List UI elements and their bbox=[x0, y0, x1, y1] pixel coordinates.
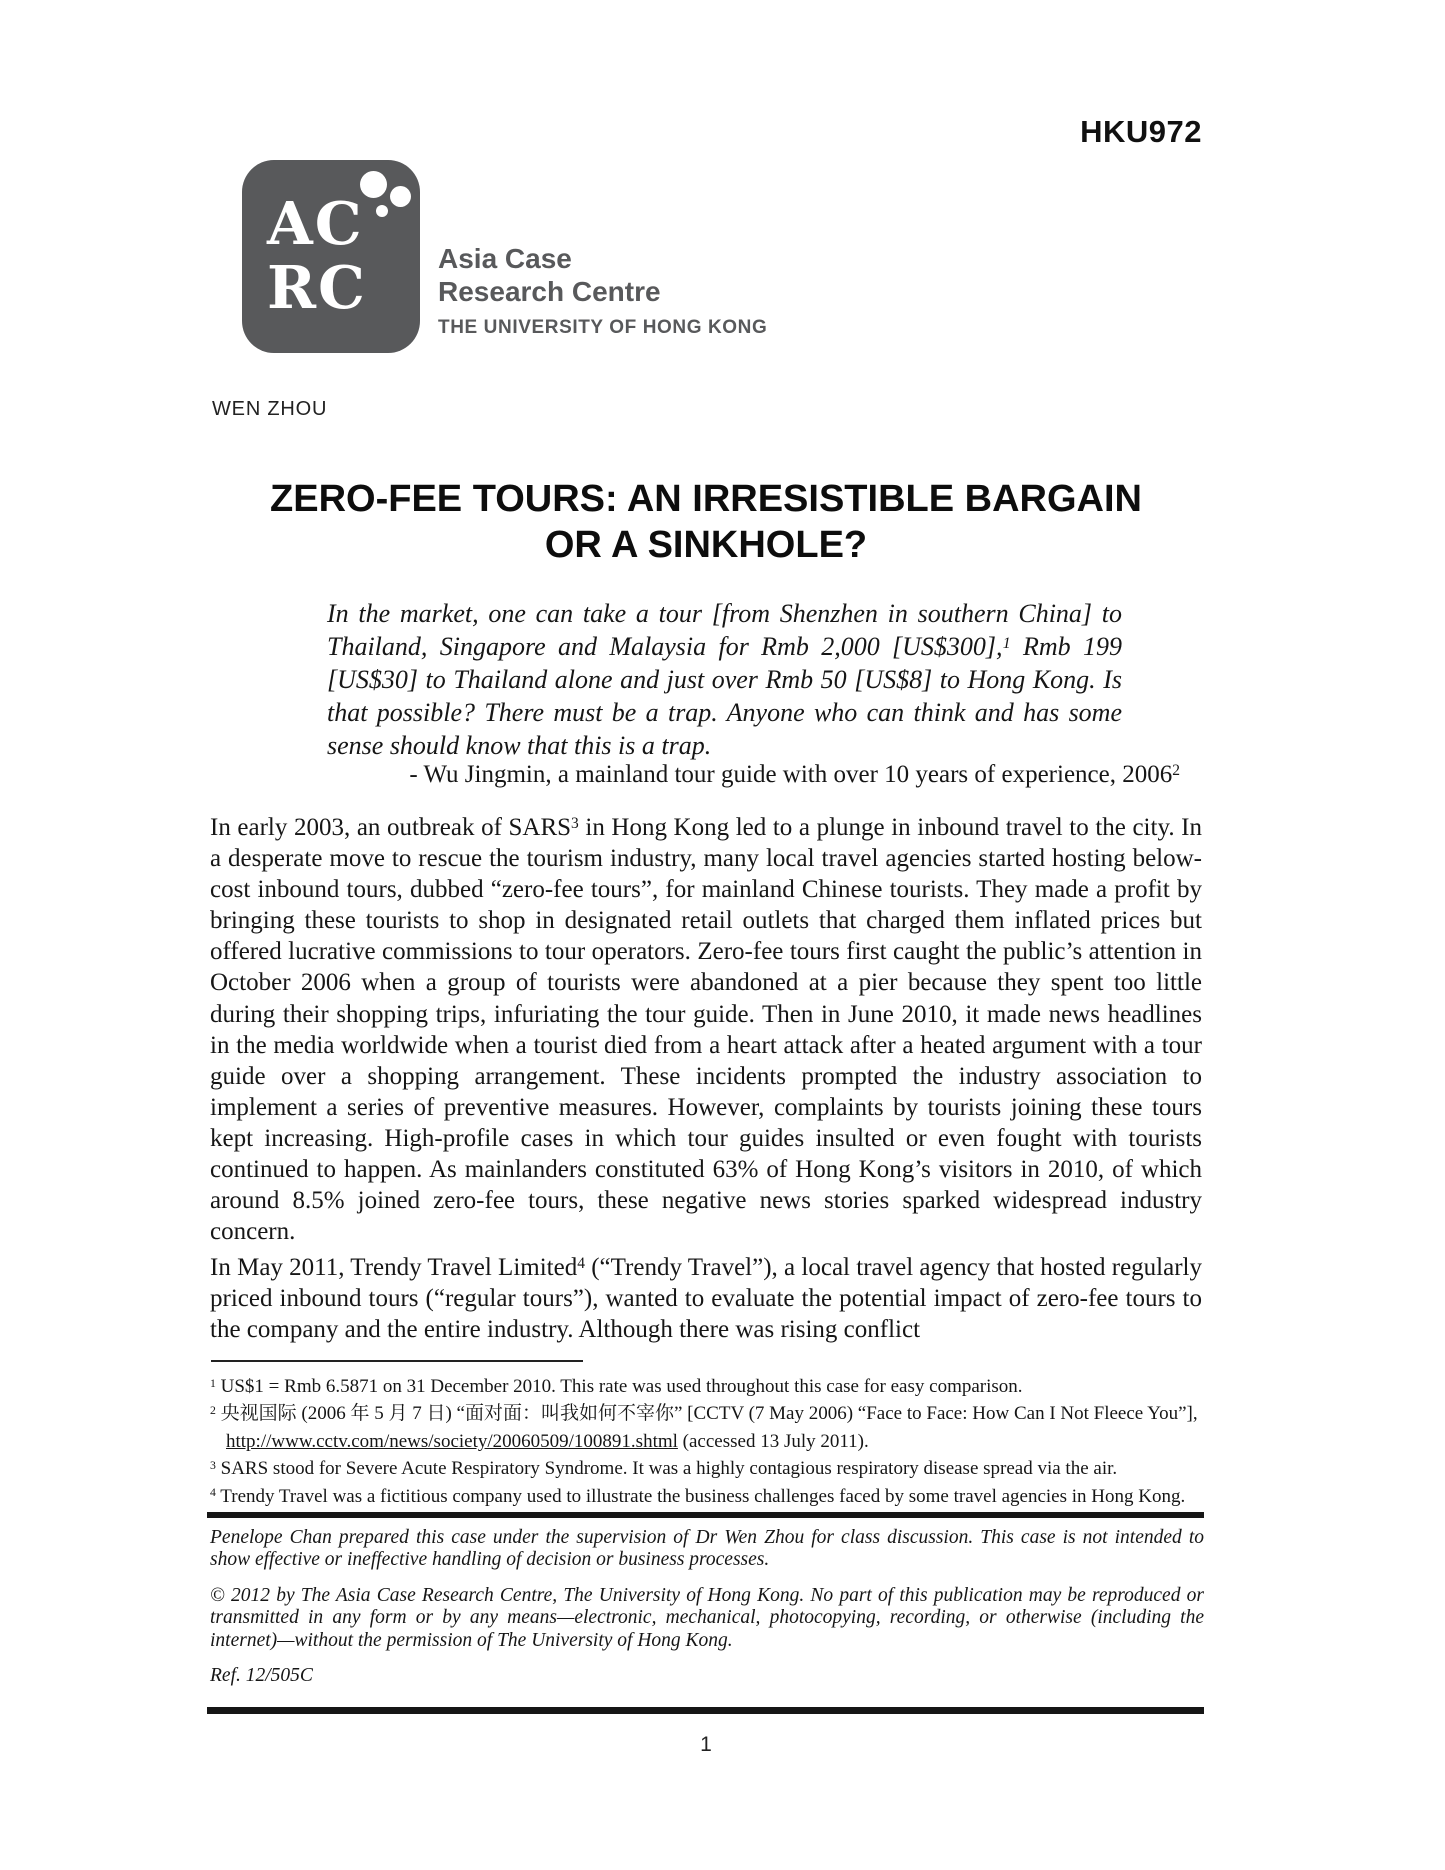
footnote-3-text: SARS stood for Severe Acute Respiratory Syndrome. It was a highly contagious respiratory disease spread via the air. bbox=[215, 1458, 1118, 1480]
superscript-ref: 3 bbox=[571, 815, 579, 833]
footnote-2-marker: 2 bbox=[210, 1404, 216, 1418]
footnote-1-marker: 1 bbox=[210, 1376, 216, 1390]
superscript-ref: 4 bbox=[577, 1255, 585, 1273]
footer-block bbox=[210, 1527, 1204, 1687]
superscript-ref: 2 bbox=[1172, 762, 1180, 780]
footnote-4-marker: 4 bbox=[210, 1486, 216, 1500]
footnote-2-text: 央视国际 (2006 年 5 月 7 日) “面对面：叫我如何不宰你” [CCTV (7 May 2006) “Face to Face: How Can I Not Fleece You”], http://www.cctv.com/news/society/20060509/100891.shtml (accessed 13 July 2011). bbox=[215, 1403, 1198, 1452]
logo-dot-large-icon bbox=[360, 171, 387, 198]
superscript-ref: 1 bbox=[1002, 634, 1011, 652]
body-paragraph-1: In early 2003, an outbreak of SARS$^3$ in Hong Kong led to a plunge in inbound travel to the city. In a desperate move to rescue the tourism industry, many local travel agencies started hosting below-cost inbound tours, dubbed “zero-fee tours”, for mainland Chinese tourists. They made a profit by bringing these tourists to shop in designated retail outlets that charged them inflated prices but offered lucrative commissions to tour operators. Zero-fee tours first caught the public’s attention in October 2006 when a group of tourists were abandoned at a pier because they spent too little during their shopping trips, infuriating the tour guide. Then in June 2010, it made news headlines in the media worldwide when a tourist died from a heart attack after a heated argument with a tour guide over a shopping arrangement. These incidents prompted the industry association to implement a series of preventive measures. However, complaints by tourists joining these tours kept increasing. High-profile cases in which tour guides insulted or even fought with tourists continued to happen. As mainlanders constituted 63% of Hong Kong’s visitors in 2010, of which around 8.5% joined zero-fee tours, these negative news stories sparked widespread industry concern. bbox=[210, 814, 1202, 1246]
footnote-2 bbox=[210, 1400, 1212, 1455]
footnote-3 bbox=[210, 1455, 1212, 1482]
footnote-separator bbox=[211, 1360, 583, 1362]
title-line2: OR A SINKHOLE? bbox=[544, 524, 868, 566]
university-name: THE UNIVERSITY OF HONG KONG bbox=[438, 317, 768, 338]
title-line1: ZERO-FEE TOURS: AN IRRESISTIBLE BARGAIN bbox=[270, 478, 1142, 520]
footnote-4-text: Trendy Travel was a fictitious company used to illustrate the business challenges faced by some travel agencies in Hong Kong. bbox=[215, 1485, 1186, 1507]
footer-attribution-note: Penelope Chan prepared this case under the supervision of Dr Wen Zhou for class discussion. This case is not intended to show effective or ineffective handling of decision or business processes. bbox=[210, 1527, 1204, 1571]
acrc-logo-line1: AC bbox=[267, 189, 364, 258]
org-name-line1: Asia Case bbox=[438, 243, 572, 274]
body-paragraph-2: In May 2011, Trendy Travel Limited$^4$ (“Trendy Travel”), a local travel agency that hosted regularly priced inbound tours (“regular tours”), wanted to evaluate the potential impact of zero-fee tours to the company and the entire industry. Although there was rising conflict bbox=[210, 1254, 1202, 1344]
footnote-url-link[interactable]: http://www.cctv.com/news/society/20060509/100891.shtml bbox=[226, 1430, 678, 1452]
acrc-logo-line2: RC bbox=[267, 253, 367, 322]
footer-bottom-rule bbox=[207, 1707, 1204, 1714]
footnote-1-text: US$1 = Rmb 6.5871 on 31 December 2010. This rate was used throughout this case for easy comparison. bbox=[215, 1376, 1023, 1397]
document-title bbox=[210, 476, 1202, 568]
org-name-line2: Research Centre bbox=[438, 276, 661, 307]
footnotes-block bbox=[210, 1373, 1212, 1510]
footer-top-rule bbox=[207, 1512, 1204, 1518]
opening-quote: In the market, one can take a tour [from Shenzhen in southern China] to Thailand, Singapore and Malaysia for Rmb 2,000 [US$300],$^1$ Rmb 199 [US$30] to Thailand alone and just over Rmb 50 [US$8] to Hong Kong. Is that possible? There must be a trap. Anyone who can think and has some sense should know that this is a trap. bbox=[327, 599, 1122, 760]
organisation-name bbox=[438, 242, 767, 339]
acrc-logo-block bbox=[242, 160, 1002, 360]
footnote-1 bbox=[210, 1373, 1212, 1400]
footnote-3-marker: 3 bbox=[210, 1458, 216, 1472]
acrc-logo bbox=[242, 160, 420, 353]
footnote-4 bbox=[210, 1483, 1212, 1510]
author-name: WEN ZHOU bbox=[212, 398, 328, 420]
acrc-logo-letters bbox=[267, 189, 367, 322]
quote-attribution: - Wu Jingmin, a mainland tour guide with over 10 years of experience, 2006$^2$ bbox=[409, 761, 1180, 788]
logo-dot-small-icon bbox=[376, 205, 388, 217]
case-code: HKU972 bbox=[1080, 114, 1202, 149]
logo-dot-medium-icon bbox=[390, 186, 411, 207]
footer-ref: Ref. 12/505C bbox=[210, 1665, 313, 1687]
footer-copyright: © 2012 by The Asia Case Research Centre, The University of Hong Kong. No part of this publication may be reproduced or transmitted in any form or by any means—electronic, mechanical, photocopying, recording, or otherwise (including the internet)—without the permission of The University of Hong Kong. bbox=[210, 1584, 1204, 1651]
page-number: 1 bbox=[700, 1733, 712, 1756]
